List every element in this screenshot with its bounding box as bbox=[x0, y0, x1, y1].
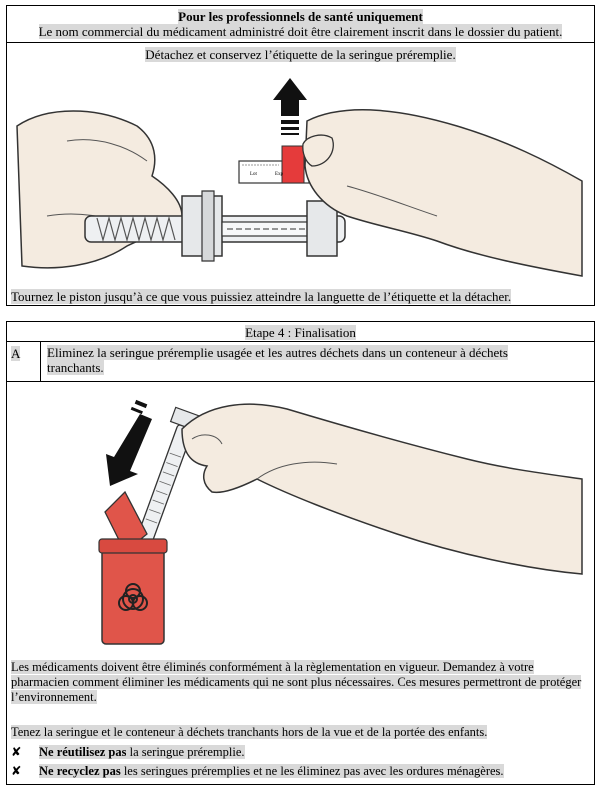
step4-item-row bbox=[7, 342, 594, 382]
warning-item bbox=[11, 744, 594, 762]
cross-icon: ✘ bbox=[11, 763, 22, 778]
step4-header-row bbox=[7, 322, 594, 342]
label-removal-illustration bbox=[7, 66, 594, 286]
warning-bold-text: Ne réutilisez pas bbox=[39, 745, 127, 759]
step4-item-text: Eliminez la seringue préremplie usagée et les autres déchets dans un conteneur à déchets tranchants. bbox=[47, 345, 508, 375]
hcp-caption-row bbox=[7, 288, 594, 304]
step4-item-letter: A bbox=[11, 346, 21, 361]
cross-icon: ✘ bbox=[11, 744, 22, 759]
sharps-disposal-illustration bbox=[7, 384, 594, 654]
warning-text: les seringues préremplies et ne les éliminez pas avec les ordures ménagères. bbox=[120, 764, 504, 778]
keep-away-row bbox=[11, 725, 588, 740]
hcp-caption: Tournez le piston jusqu’à ce que vous puissiez atteindre la languette de l’étiquette et la détacher. bbox=[11, 289, 512, 304]
disposal-illustration bbox=[7, 384, 594, 654]
hcp-subtitle-row bbox=[7, 23, 594, 43]
keep-away-text: Tenez la seringue et le conteneur à déchets tranchants hors de la vue et de la portée des enfants. bbox=[11, 725, 488, 739]
hcp-section bbox=[6, 5, 595, 306]
step4-item-letter-cell bbox=[7, 342, 41, 382]
hcp-title-row bbox=[7, 8, 594, 24]
step4-item-text-cell bbox=[47, 345, 547, 375]
hcp-instruction: Détachez et conservez l’étiquette de la seringue préremplie. bbox=[145, 47, 456, 62]
hcp-title: Pour les professionnels de santé uniquement bbox=[178, 9, 423, 24]
hcp-instruction-row bbox=[7, 46, 594, 62]
warning-bold-text: Ne recyclez pas bbox=[39, 764, 121, 778]
label-lot: Lot bbox=[250, 172, 257, 177]
hcp-subtitle: Le nom commercial du médicament administré doit être clairement inscrit dans le dossier du patient. bbox=[38, 24, 563, 39]
step4-section bbox=[6, 321, 595, 785]
warning-text: la seringue préremplie. bbox=[126, 745, 245, 759]
disposal-paragraph-row bbox=[11, 660, 588, 705]
step4-header: Etape 4 : Finalisation bbox=[245, 325, 356, 340]
warning-item bbox=[11, 763, 594, 781]
label-exp: Exp bbox=[275, 172, 284, 177]
syringe-label-illustration bbox=[7, 66, 594, 286]
disposal-paragraph: Les médicaments doivent être éliminés conformément à la règlementation en vigueur. Demandez à votre pharmacien comment éliminer les médicaments qui ne sont plus nécessaires. Ces mesures permettront de protéger l’environnement. bbox=[11, 660, 582, 704]
